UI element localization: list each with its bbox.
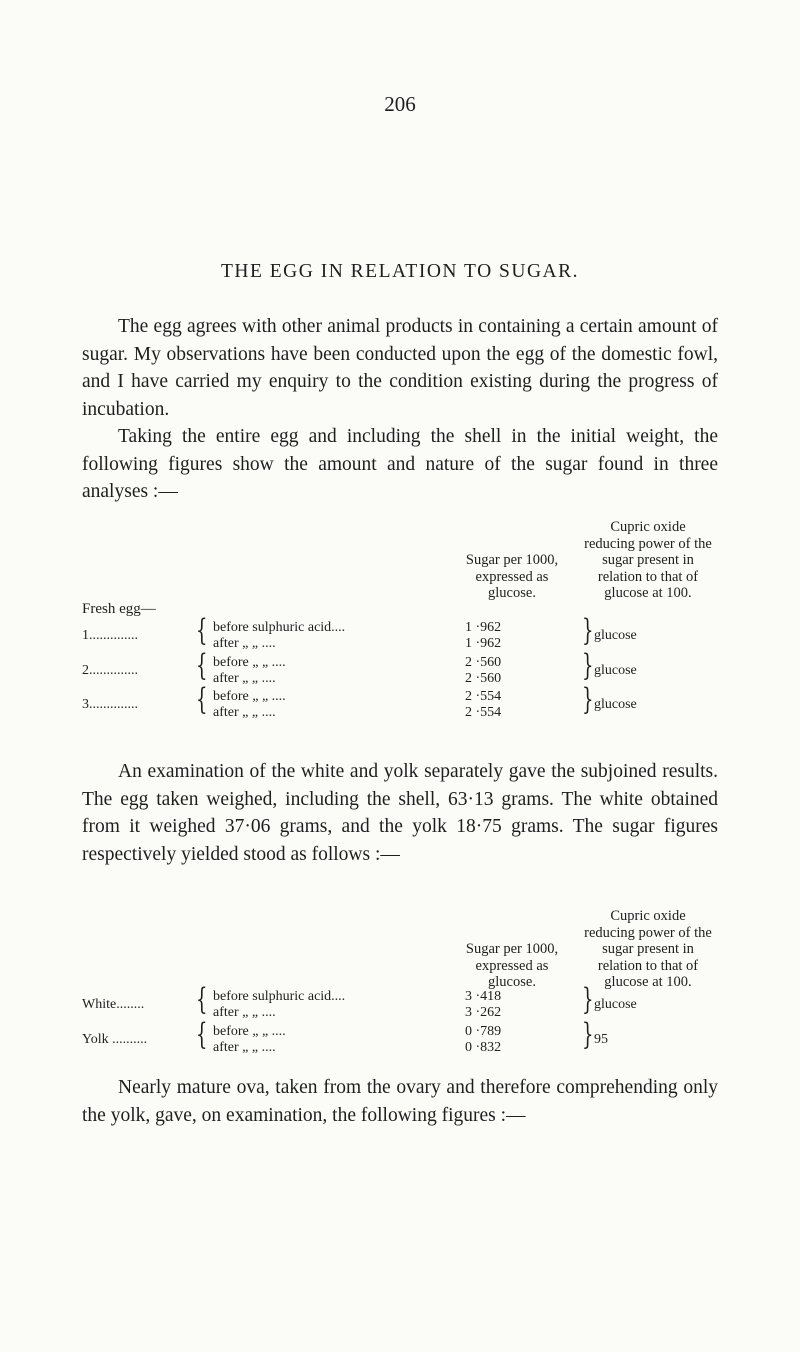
right-brace: }	[582, 982, 594, 1017]
value-after: 0 ·832	[465, 1040, 502, 1055]
value-before: 0 ·789	[465, 1024, 502, 1039]
section-title: THE EGG IN RELATION TO SUGAR.	[220, 261, 579, 282]
right-brace: }	[582, 613, 594, 648]
dot-leader: ..............	[89, 628, 138, 643]
header-line: Sugar per 1000,	[465, 552, 559, 568]
left-brace: {	[196, 1017, 208, 1052]
value-before: 3 ·418	[465, 989, 502, 1004]
dot-leader: ..............	[89, 663, 138, 678]
value-after: 2 ·560	[465, 671, 502, 686]
left-brace: {	[196, 648, 208, 683]
paragraph-1: The egg agrees with other animal products in containing a certain amount of sugar. My observations have been conducted upon the egg of the domestic fowl, and I have carried my enquiry to the condition existing during the progress of incubation.	[82, 316, 718, 420]
value-after: 3 ·262	[465, 1005, 502, 1020]
header-line: Cupric oxide	[610, 519, 686, 535]
before-label: before sulphuric acid....	[213, 620, 346, 635]
after-label: after „ „ ....	[213, 636, 276, 651]
header-line: expressed as	[475, 568, 549, 585]
header-line: relation to that of	[597, 568, 699, 585]
cupric-column-header	[556, 519, 740, 602]
left-brace: {	[196, 682, 208, 717]
row-number: 1	[82, 628, 89, 643]
value-before: 2 ·560	[465, 655, 502, 670]
cupric-column-header	[556, 908, 740, 991]
group-label: Fresh egg—	[82, 601, 156, 617]
header-line: sugar present in	[602, 941, 694, 957]
result-label: glucose	[594, 663, 637, 678]
right-brace: }	[582, 682, 594, 717]
header-line: reducing power of the	[584, 535, 712, 552]
table-row	[82, 663, 138, 679]
left-brace: {	[196, 613, 208, 648]
after-label: after „ „ ....	[213, 671, 276, 686]
row-number: 3	[82, 697, 89, 712]
dot-leader: ..............	[89, 697, 138, 712]
row-number: 2	[82, 663, 89, 678]
paragraph-2: Taking the entire egg and including the shell in the initial weight, the following figures show the amount and nature of the sugar found in three analyses :—	[82, 426, 718, 502]
page-number: 206	[384, 92, 416, 116]
before-label: before „ „ ....	[213, 1024, 286, 1039]
table-row	[82, 697, 138, 713]
right-brace: }	[582, 648, 594, 683]
header-line: relation to that of	[597, 957, 699, 974]
table-row	[82, 628, 138, 644]
right-brace: }	[582, 1017, 594, 1052]
header-line: expressed as	[475, 957, 549, 974]
value-after: 2 ·554	[465, 705, 502, 720]
result-label: glucose	[594, 697, 637, 712]
header-line: glucose.	[488, 974, 536, 990]
before-label: before sulphuric acid....	[213, 989, 346, 1004]
after-label: after „ „ ....	[213, 1005, 276, 1020]
result-label: 95	[594, 1032, 608, 1047]
result-label: glucose	[594, 997, 637, 1012]
header-line: glucose.	[488, 585, 536, 601]
header-line: Cupric oxide	[610, 908, 686, 924]
paragraph-3-block	[82, 758, 718, 868]
row-label-white: White........	[82, 997, 145, 1012]
header-line: reducing power of the	[584, 924, 712, 941]
intro-paragraphs	[82, 313, 718, 506]
paragraph-4-block	[82, 1074, 718, 1129]
value-before: 1 ·962	[465, 620, 502, 635]
left-brace: {	[196, 982, 208, 1017]
after-label: after „ „ ....	[213, 1040, 276, 1055]
header-line: sugar present in	[602, 552, 694, 568]
paragraph-4: Nearly mature ova, taken from the ovary and therefore comprehending only the yolk, gave, on examination, the following figures :—	[82, 1077, 718, 1126]
result-label: glucose	[594, 628, 637, 643]
row-label-yolk: Yolk ..........	[82, 1032, 148, 1047]
header-line: glucose at 100.	[604, 974, 692, 990]
value-before: 2 ·554	[465, 689, 502, 704]
header-line: Sugar per 1000,	[465, 941, 559, 957]
after-label: after „ „ ....	[213, 705, 276, 720]
paragraph-3: An examination of the white and yolk separately gave the subjoined results. The egg taken weighed, including the shell, 63·13 grams. The white obtained from it weighed 37·06 grams, and the yolk 18·75 grams. The sugar figures respectively yielded stood as follows :—	[82, 761, 718, 865]
value-after: 1 ·962	[465, 636, 502, 651]
before-label: before „ „ ....	[213, 689, 286, 704]
before-label: before „ „ ....	[213, 655, 286, 670]
header-line: glucose at 100.	[604, 585, 692, 601]
